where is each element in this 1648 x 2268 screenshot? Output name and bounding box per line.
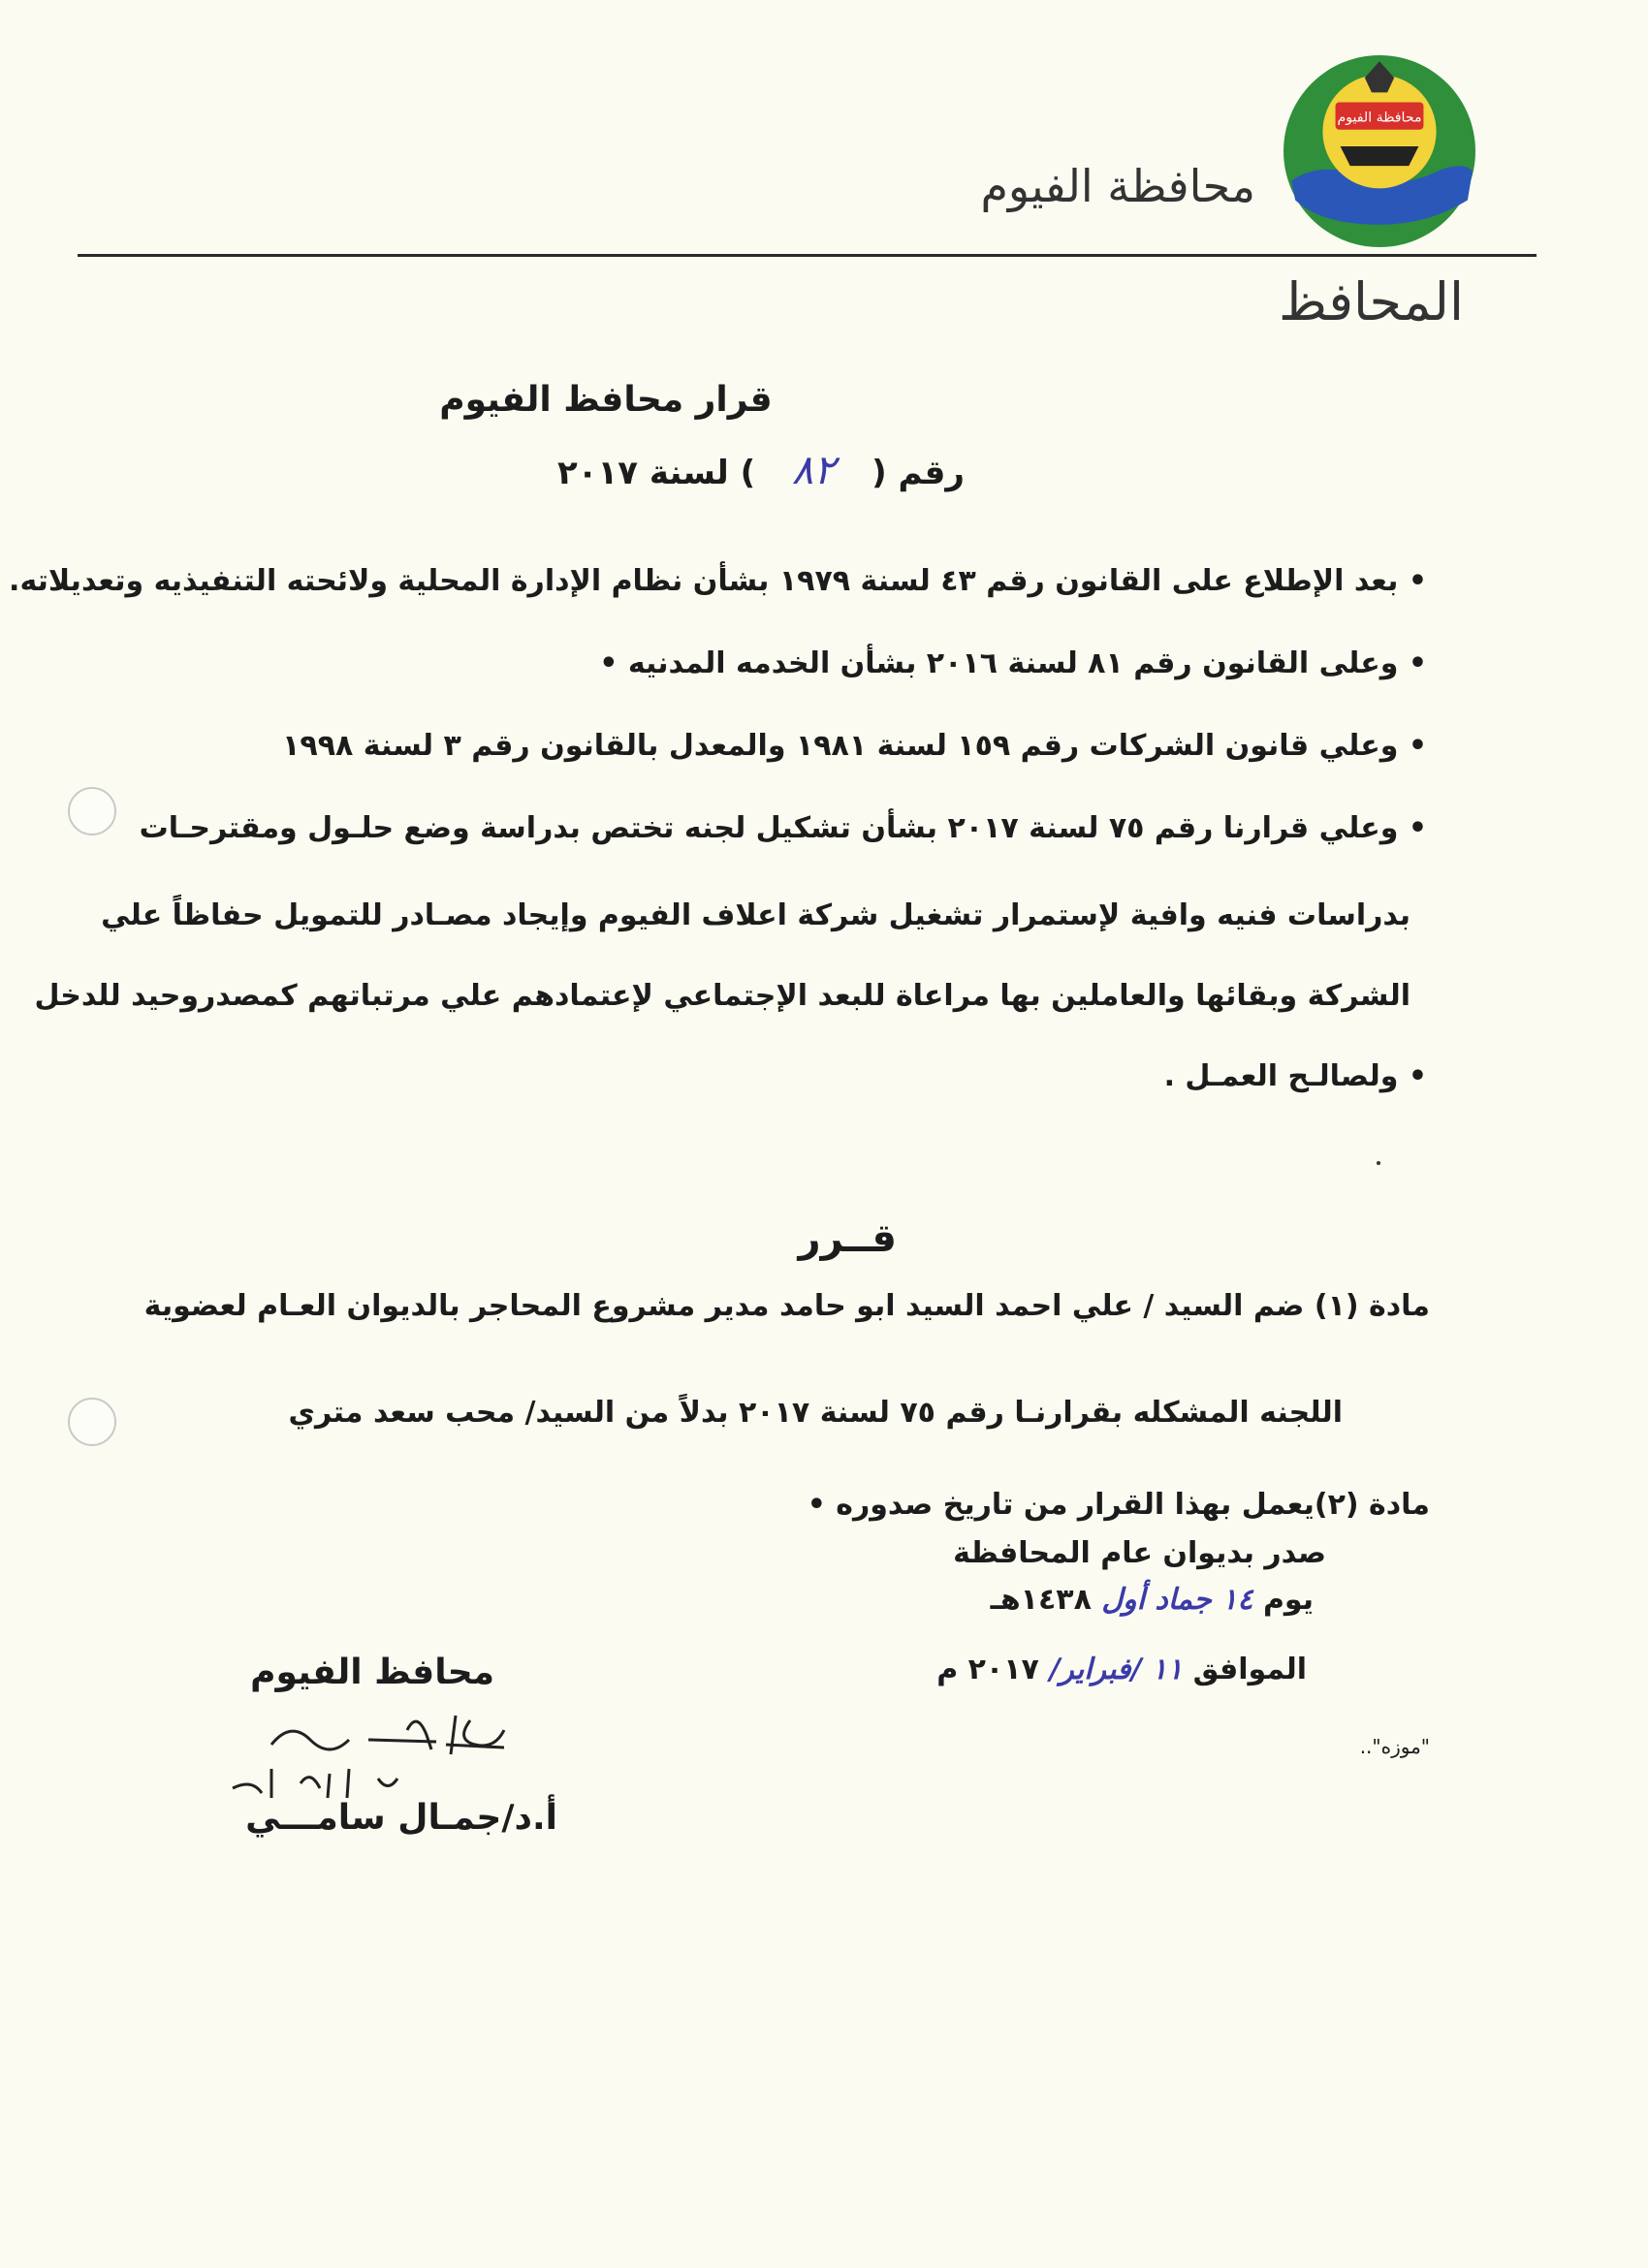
decree-year: ) لسنة ٢٠١٧ [557,454,756,492]
decree-number-prefix: رقم ( [872,454,965,492]
signatory-title: محافظ الفيوم [250,1653,494,1692]
gregorian-prefix: الموافق [1192,1653,1307,1686]
decree-number-line [557,446,965,493]
governorate-logo [1282,53,1477,249]
gregorian-date-handwritten: ١١ /فبراير/ [1049,1653,1184,1686]
decree-title: قرار محافظ الفيوم [439,380,773,420]
punch-hole [68,787,116,835]
handwritten-signature [213,1701,523,1808]
decision-heading: قــرر [798,1216,897,1261]
header-divider [78,254,1537,257]
typist-initials: "موزه".. [1359,1735,1430,1758]
article-1: مادة (١) ضم السيد / علي احمد السيد ابو حامد مدير مشروع المحاجر بالديوان العـام لعضوية [143,1289,1430,1323]
article-2: مادة (٢)يعمل بهذا القرار من تاريخ صدوره • [807,1488,1430,1522]
punch-hole [68,1398,116,1446]
preamble-paragraph: • بعد الإطلاع على القانون رقم ٤٣ لسنة ١٩٧٩ بشأن نظام الإدارة المحلية ولائحته التنفيذيه وتعديلاته. [9,564,1427,598]
hijri-date-handwritten: ١٤ جماد أول [1101,1583,1253,1617]
gregorian-date-line [936,1653,1307,1686]
signatory-name: أ.د/جمـال سامـــي [245,1798,557,1838]
header-title: محافظة الفيوم [980,160,1255,212]
decree-number-handwritten: ٨٢ [791,446,836,493]
signature-stroke [271,1716,504,1754]
logo-waterwheel [1341,146,1419,166]
preamble-paragraph: • وعلي قرارنا رقم ٧٥ لسنة ٢٠١٧ بشأن تشكيل لجنه تختص بدراسة وضع حلـول ومقترحـات [139,811,1427,845]
issued-at-line: صدر بديوان عام المحافظة [953,1536,1326,1570]
gregorian-year: ٢٠١٧ م [936,1653,1039,1686]
preamble-paragraph: بدراسات فنيه وافية لإستمرار تشغيل شركة اعلاف الفيوم وإيجاد مصـادر للتمويل حفاظاً علي [101,898,1410,932]
preamble-paragraph: الشركة وبقائها والعاملين بها مراعاة للبعد الإجتماعي لإعتمادهم علي مرتباتهم كمصدروحيد للدخل [34,979,1410,1013]
stray-dot [1377,1161,1380,1165]
hijri-date-line [991,1583,1314,1617]
hijri-prefix: يوم [1262,1583,1314,1617]
preamble-paragraph: • ولصالـح العمـل . [1163,1059,1427,1093]
preamble-paragraph: • وعلى القانون رقم ٨١ لسنة ٢٠١٦ بشأن الخدمه المدنيه • [599,646,1427,680]
governor-label: المحافظ [1278,271,1464,332]
hijri-year: ١٤٣٨هـ [990,1583,1092,1617]
article-1-continued: اللجنه المشكله بقرارنـا رقم ٧٥ لسنة ٢٠١٧ بدلاً من السيد/ محب سعد متري [288,1396,1343,1430]
preamble-paragraph: • وعلي قانون الشركات رقم ١٥٩ لسنة ١٩٨١ والمعدل بالقانون رقم ٣ لسنة ١٩٩٨ [282,729,1427,763]
logo-text: محافظة الفيوم [1337,110,1422,126]
signature-date-stroke [233,1769,397,1798]
